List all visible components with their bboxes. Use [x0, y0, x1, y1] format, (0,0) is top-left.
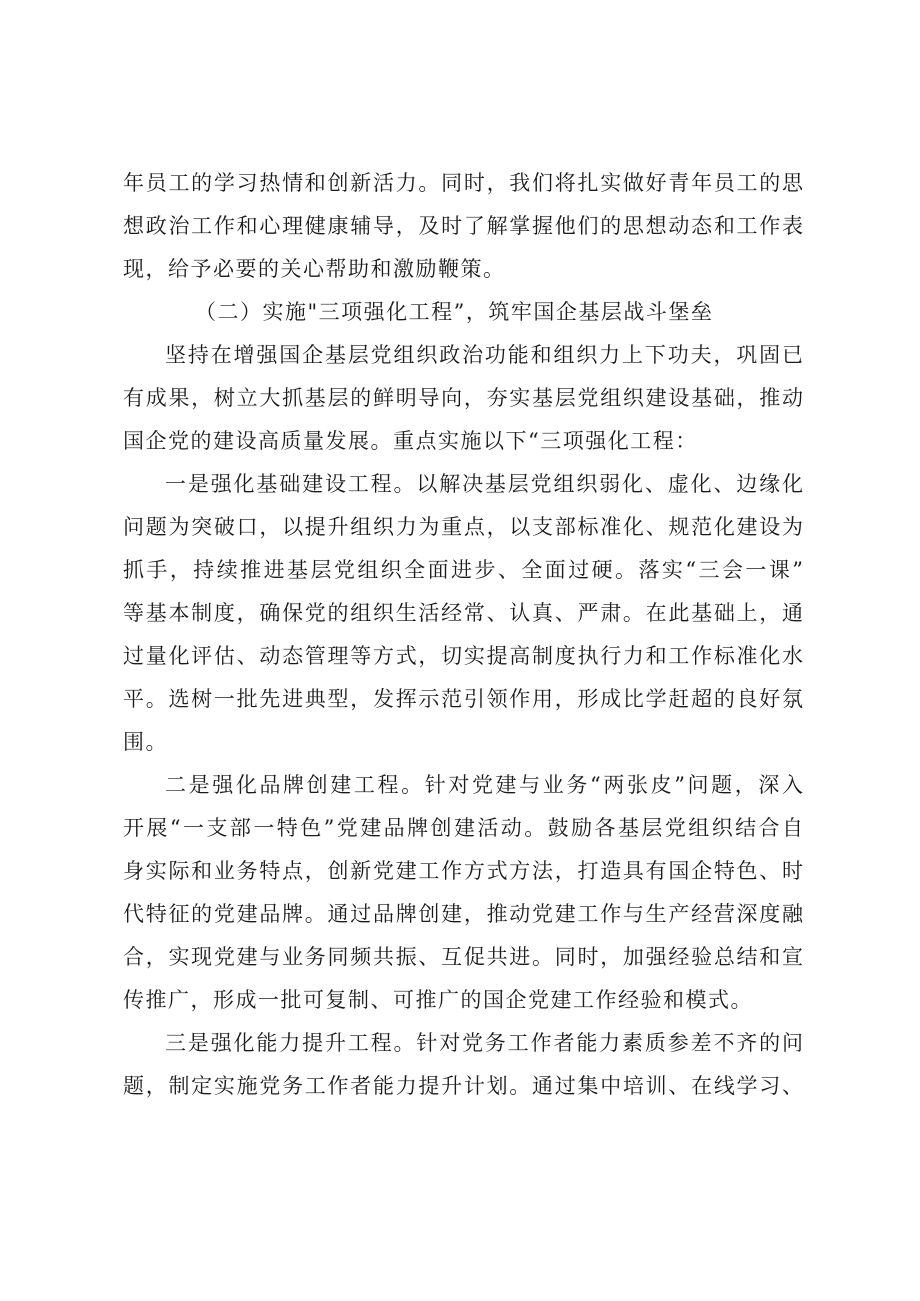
paragraph-line: 年员工的学习热情和创新活力。同时，我们将扎实做好青年员工的思 [123, 171, 803, 195]
paragraph-line: 传推广，形成一批可复制、可推广的国企党建工作经验和模式。 [123, 988, 753, 1012]
paragraph-line: 围。 [123, 730, 168, 754]
paragraph-line: 想政治工作和心理健康辅导，及时了解掌握他们的思想动态和工作表 [123, 214, 803, 238]
paragraph-line: 坚持在增强国企基层党组织政治功能和组织力上下功夫，巩固已 [165, 343, 803, 367]
paragraph-line: 一是强化基础建设工程。以解决基层党组织弱化、虚化、边缘化 [165, 472, 803, 496]
paragraph-line: 二是强化品牌创建工程。针对党建与业务“两张皮”问题，深入 [165, 773, 803, 797]
paragraph-line: 国企党的建设高质量发展。重点实施以下“三项强化工程： [123, 429, 698, 453]
paragraph-line: 问题为突破口，以提升组织力为重点，以支部标准化、规范化建设为 [123, 515, 803, 539]
paragraph-line: 等基本制度，确保党的组织生活经常、认真、严肃。在此基础上，通 [123, 601, 803, 625]
section-heading: （二）实施"三项强化工程”，筑牢国企基层战斗堡垒 [195, 300, 714, 324]
paragraph-line: 抓手，持续推进基层党组织全面进步、全面过硬。落实“三会一课” [123, 558, 803, 582]
paragraph-line: 三是强化能力提升工程。针对党务工作者能力素质参差不齐的问 [165, 1031, 803, 1055]
paragraph-line: 合，实现党建与业务同频共振、互促共进。同时，加强经验总结和宣 [123, 945, 803, 969]
paragraph-line: 有成果，树立大抓基层的鲜明导向，夯实基层党组织建设基础，推动 [123, 386, 803, 410]
paragraph-line: 开展“一支部一特色”党建品牌创建活动。鼓励各基层党组织结合自 [123, 816, 803, 840]
paragraph-line: 现，给予必要的关心帮助和激励鞭策。 [123, 257, 506, 281]
paragraph-line: 身实际和业务特点，创新党建工作方式方法，打造具有国企特色、时 [123, 859, 803, 883]
paragraph-line: 平。选树一批先进典型，发挥示范引领作用，形成比学赶超的良好氛 [123, 687, 803, 711]
paragraph-line: 题，制定实施党务工作者能力提升计划。通过集中培训、在线学习、 [123, 1074, 803, 1098]
paragraph-line: 过量化评估、动态管理等方式，切实提高制度执行力和工作标准化水 [123, 644, 803, 668]
paragraph-line: 代特征的党建品牌。通过品牌创建，推动党建工作与生产经营深度融 [123, 902, 803, 926]
